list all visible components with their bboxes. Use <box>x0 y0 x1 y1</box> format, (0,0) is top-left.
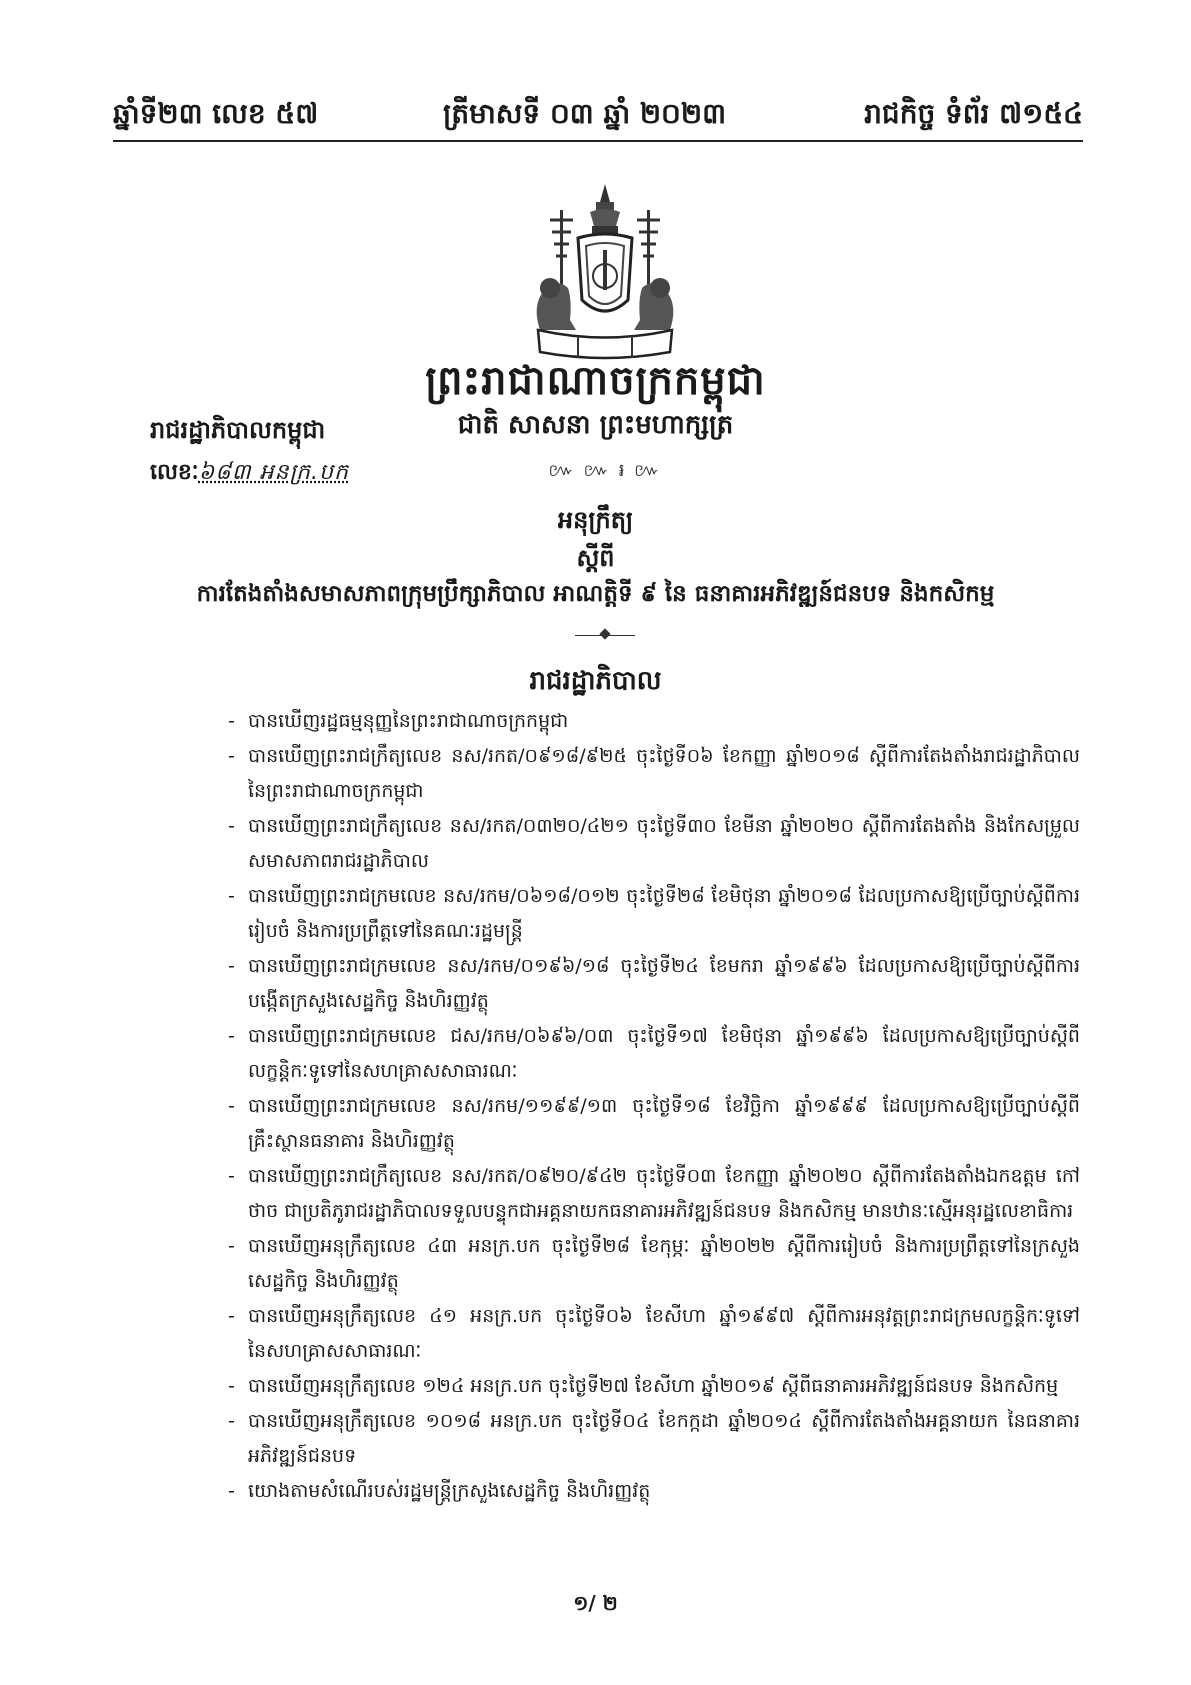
royal-coat-of-arms-icon <box>520 180 690 365</box>
clause-item: - បានឃើញព្រះរាជក្រឹត្យលេខ នស/រកត/០៩២០/៩៤២ ចុះថ្ងៃទី០៣ ខែកញ្ញា ឆ្នាំ២០២០ ស្តីពីការតែងតាំងឯកឧត្តម កៅ ថាច ជាប្រតិភូរាជរដ្ឋាភិបាលទទួលបន្ទុកជាអគ្គនាយកធនាគារអភិវឌ្ឍន៍ជនបទ និងកសិកម្ម មានឋានៈស្មើអនុរដ្ឋលេខាធិការ <box>248 1159 1080 1229</box>
section-heading: រាជរដ្ឋាភិបាល <box>529 666 662 696</box>
reference-number <box>150 458 349 490</box>
clause-item: - បានឃើញរដ្ឋធម្មនុញ្ញនៃព្រះរាជាណាចក្រកម្ពុជា <box>248 704 1080 739</box>
gazette-header <box>113 88 1083 142</box>
clause-item: - បានឃើញព្រះរាជក្រមលេខ នស/រកម/១១៩៩/១៣ ចុះថ្ងៃទី១៨ ខែវិច្ឆិកា ឆ្នាំ១៩៩៩ ដែលប្រកាសឱ្យប្រើច្បាប់ស្តីពីគ្រឹះស្ថានធនាគារ និងហិរញ្ញវត្ថុ <box>248 1089 1080 1159</box>
clause-item: - បានឃើញអនុក្រឹត្យលេខ ៤៣ អនក្រ.បក ចុះថ្ងៃទី២៨ ខែកុម្ភៈ ឆ្នាំ២០២២ ស្តីពីការរៀបចំ និងការប្រព្រឹត្តទៅនៃក្រសួងសេដ្ឋកិច្ច និងហិរញ្ញវត្ថុ <box>248 1229 1080 1299</box>
kingdom-title: ព្រះរាជាណាចក្រកម្ពុជា <box>425 358 766 404</box>
motto-ornament: ៚ ៚ ៛ ៚ <box>548 460 662 481</box>
clause-item: - យោងតាមសំណើរបស់រដ្ឋមន្ត្រីក្រសួងសេដ្ឋកិច្ច និងហិរញ្ញវត្ថុ <box>248 1474 1080 1509</box>
clause-item: - បានឃើញព្រះរាជក្រមលេខ ជស/រកម/០៦៩៦/០៣ ចុះថ្ងៃទី១៧ ខែមិថុនា ឆ្នាំ១៩៩៦ ដែលប្រកាសឱ្យប្រើច្បាប់ស្តីពីលក្ខន្តិកៈទូទៅនៃសហគ្រាសសាធារណៈ <box>248 1019 1080 1089</box>
clause-item: - បានឃើញអនុក្រឹត្យលេខ ១២៤ អនក្រ.បក ចុះថ្ងៃទី២៧ ខែសីហា ឆ្នាំ២០១៩ ស្តីពីធនាគារអភិវឌ្ឍន៍ជនបទ និងកសិកម្ម <box>248 1369 1080 1404</box>
gazette-quarter: ត្រីមាសទី ០៣ ឆ្នាំ ២០២៣ <box>443 97 726 130</box>
gazette-page: រាជកិច្ច ទំព័រ ៧១៥៤ <box>864 97 1083 130</box>
reference-label: លេខៈ <box>150 460 199 485</box>
preamble-clauses <box>248 704 1080 1509</box>
page-number: ១/ ២ <box>573 1591 618 1615</box>
gazette-year-issue: ឆ្នាំទី២៣ លេខ ៥៧ <box>113 97 319 130</box>
national-motto: ជាតិ សាសនា ព្រះមហាក្សត្រ <box>457 410 734 440</box>
document-type: អនុក្រឹត្យ <box>557 506 634 534</box>
document-about: ស្តីពី <box>576 544 615 572</box>
clause-item: - បានឃើញអនុក្រឹត្យលេខ ៤១ អនក្រ.បក ចុះថ្ងៃទី០៦ ខែសីហា ឆ្នាំ១៩៩៧ ស្តីពីការអនុវត្តព្រះរាជក្រមលក្ខន្តិកៈទូទៅនៃសហគ្រាសសាធារណៈ <box>248 1299 1080 1369</box>
clause-item: - បានឃើញព្រះរាជក្រមលេខ នស/រកម/០១៩៦/១៨ ចុះថ្ងៃទី២៤ ខែមករា ឆ្នាំ១៩៩៦ ដែលប្រកាសឱ្យប្រើច្បាប់ស្តីពីការបង្កើតក្រសួងសេដ្ឋកិច្ច និងហិរញ្ញវត្ថុ <box>248 949 1080 1019</box>
divider-ornament-icon <box>575 625 635 636</box>
clause-item: - បានឃើញព្រះរាជក្រមលេខ នស/រកម/០៦១៨/០១២ ចុះថ្ងៃទី២៨ ខែមិថុនា ឆ្នាំ២០១៨ ដែលប្រកាសឱ្យប្រើច្បាប់ស្តីពីការរៀបចំ និងការប្រព្រឹត្តទៅនៃគណៈរដ្ឋមន្ត្រី <box>248 879 1080 949</box>
document-subject: ការតែងតាំងសមាសភាពក្រុមប្រឹក្សាភិបាល អាណត្តិទី ៩ នៃ ធនាគារអភិវឌ្ឍន៍ជនបទ និងកសិកម្ម <box>196 581 995 607</box>
issuing-authority: រាជរដ្ឋាភិបាលកម្ពុជា <box>150 416 326 444</box>
reference-value: ៦៨៣ អនក្រ.បក <box>198 460 349 485</box>
clause-item: - បានឃើញអនុក្រឹត្យលេខ ១០១៨ អនក្រ.បក ចុះថ្ងៃទី០៤ ខែកក្កដា ឆ្នាំ២០១៤ ស្តីពីការតែងតាំងអគ្គនាយក នៃធនាគារអភិវឌ្ឍន៍ជនបទ <box>248 1404 1080 1474</box>
clause-item: - បានឃើញព្រះរាជក្រឹត្យលេខ នស/រកត/០៩១៨/៩២៥ ចុះថ្ងៃទី០៦ ខែកញ្ញា ឆ្នាំ២០១៨ ស្តីពីការតែងតាំងរាជរដ្ឋាភិបាលនៃព្រះរាជាណាចក្រកម្ពុជា <box>248 739 1080 809</box>
clause-item: - បានឃើញព្រះរាជក្រឹត្យលេខ នស/រកត/០៣២០/៤២១ ចុះថ្ងៃទី៣០ ខែមីនា ឆ្នាំ២០២០ ស្តីពីការតែងតាំង និងកែសម្រួលសមាសភាពរាជរដ្ឋាភិបាល <box>248 809 1080 879</box>
